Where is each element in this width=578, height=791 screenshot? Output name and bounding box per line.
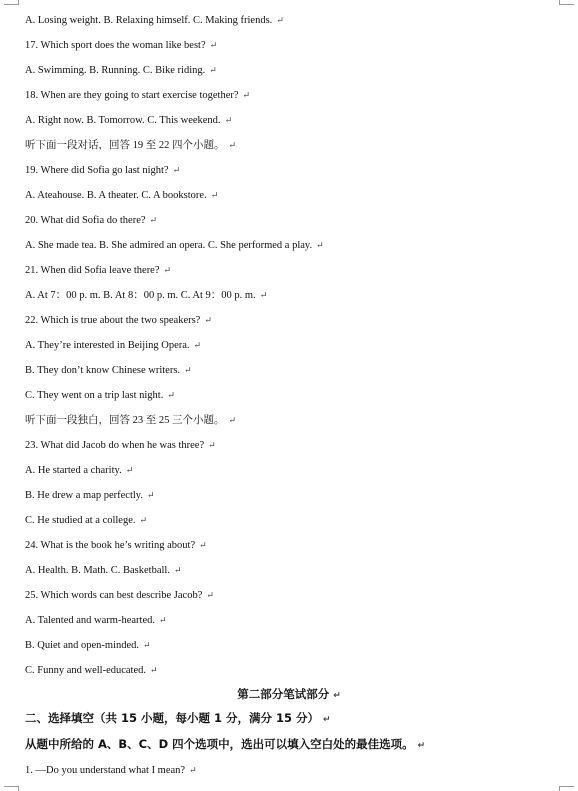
question-22-option-a: A. They’re interested in Beijing Opera. ↵ <box>25 340 202 351</box>
question-18: 18. When are they going to start exercise together? ↵ <box>25 90 251 101</box>
question-25-option-b: B. Quiet and open-minded. ↵ <box>25 640 151 651</box>
question-20-options: A. She made tea. B. She admired an opera. C. She performed a play. ↵ <box>25 240 324 251</box>
paragraph-mark: ↵ <box>228 415 237 425</box>
paragraph-mark: ↵ <box>163 265 172 275</box>
question-22-option-c: C. They went on a trip last night. ↵ <box>25 390 175 401</box>
paragraph-mark: ↵ <box>259 290 268 300</box>
question-24: 24. What is the book he’s writing about? ↵ <box>25 540 207 551</box>
question-23: 23. What did Jacob do when he was three? ↵ <box>25 440 216 451</box>
paragraph-mark: ↵ <box>143 640 151 650</box>
question-23-option-c: C. He studied at a college. ↵ <box>25 515 148 526</box>
question-20: 20. What did Sofia do there? ↵ <box>25 215 158 226</box>
paragraph-mark: ↵ <box>209 40 218 50</box>
paragraph-mark: ↵ <box>139 515 148 525</box>
paragraph-mark: ↵ <box>206 590 214 600</box>
question-25-option-c: C. Funny and well-educated. ↵ <box>25 665 158 676</box>
paragraph-mark: ↵ <box>276 15 284 25</box>
paragraph-mark: ↵ <box>189 765 197 775</box>
question-17-options: A. Swimming. B. Running. C. Bike riding. ↵ <box>25 65 217 76</box>
monologue-instruction-23-25: 听下面一段独白，回答 23 至 25 三个小题。 ↵ <box>25 415 237 426</box>
question-21-options: A. At 7：00 p. m. B. At 8：00 p. m. C. At 9：00 p. m. ↵ <box>25 290 268 301</box>
paragraph-mark: ↵ <box>333 691 341 701</box>
question-23-option-b: B. He drew a map perfectly. ↵ <box>25 490 155 501</box>
paragraph-mark: ↵ <box>149 215 158 225</box>
paragraph-mark: ↵ <box>184 365 192 375</box>
question-21: 21. When did Sofia leave there? ↵ <box>25 265 172 276</box>
question-18-options: A. Right now. B. Tomorrow. C. This weekend. ↵ <box>25 115 233 126</box>
paragraph-mark: ↵ <box>316 240 324 250</box>
paragraph-mark: ↵ <box>224 115 233 125</box>
question-24-options: A. Health. B. Math. C. Basketball. ↵ <box>25 565 182 576</box>
paragraph-mark: ↵ <box>158 615 167 625</box>
paragraph-mark: ↵ <box>208 440 216 450</box>
page-corner-mark <box>559 786 574 791</box>
question-16-options: A. Losing weight. B. Relaxing himself. C. Making friends. ↵ <box>25 15 284 26</box>
question-17: 17. Which sport does the woman like best? ↵ <box>25 40 218 51</box>
section-title: 第二部分笔试部分 ↵ <box>237 687 341 701</box>
paragraph-mark: ↵ <box>417 741 426 751</box>
question-25-option-a: A. Talented and warm-hearted. ↵ <box>25 615 167 626</box>
question-25: 25. Which words can best describe Jacob? ↵ <box>25 590 214 601</box>
part-heading: 二、选择填空（共 15 小题，每小题 1 分，满分 15 分） ↵ <box>25 711 331 725</box>
page-corner-mark <box>4 0 19 5</box>
paragraph-mark: ↵ <box>167 390 175 400</box>
page-corner-mark <box>559 0 574 5</box>
paragraph-mark: ↵ <box>173 565 182 575</box>
page-corner-mark <box>4 786 19 791</box>
paragraph-mark: ↵ <box>210 190 219 200</box>
question-22: 22. Which is true about the two speakers? ↵ <box>25 315 212 326</box>
question-1: 1. —Do you understand what I mean? ↵ <box>25 765 197 776</box>
question-22-option-b: B. They don’t know Chinese writers. ↵ <box>25 365 192 376</box>
question-19: 19. Where did Sofia go last night? ↵ <box>25 165 181 176</box>
paragraph-mark: ↵ <box>242 90 251 100</box>
question-19-options: A. Ateahouse. B. A theater. C. A bookstore. ↵ <box>25 190 219 201</box>
paragraph-mark: ↵ <box>193 340 202 350</box>
paragraph-mark: ↵ <box>125 465 134 475</box>
paragraph-mark: ↵ <box>228 140 237 150</box>
paragraph-mark: ↵ <box>323 715 331 725</box>
paragraph-mark: ↵ <box>209 65 217 75</box>
paragraph-mark: ↵ <box>199 540 207 550</box>
paragraph-mark: ↵ <box>146 490 155 500</box>
paragraph-mark: ↵ <box>204 315 212 325</box>
question-23-option-a: A. He started a charity. ↵ <box>25 465 134 476</box>
paragraph-mark: ↵ <box>172 165 181 175</box>
dialogue-instruction-19-22: 听下面一段对话，回答 19 至 22 四个小题。 ↵ <box>25 140 237 151</box>
paragraph-mark: ↵ <box>150 665 158 675</box>
instruction-text: 从题中所给的 A、B、C、D 四个选项中，选出可以填入空白处的最佳选项。 ↵ <box>25 737 426 751</box>
